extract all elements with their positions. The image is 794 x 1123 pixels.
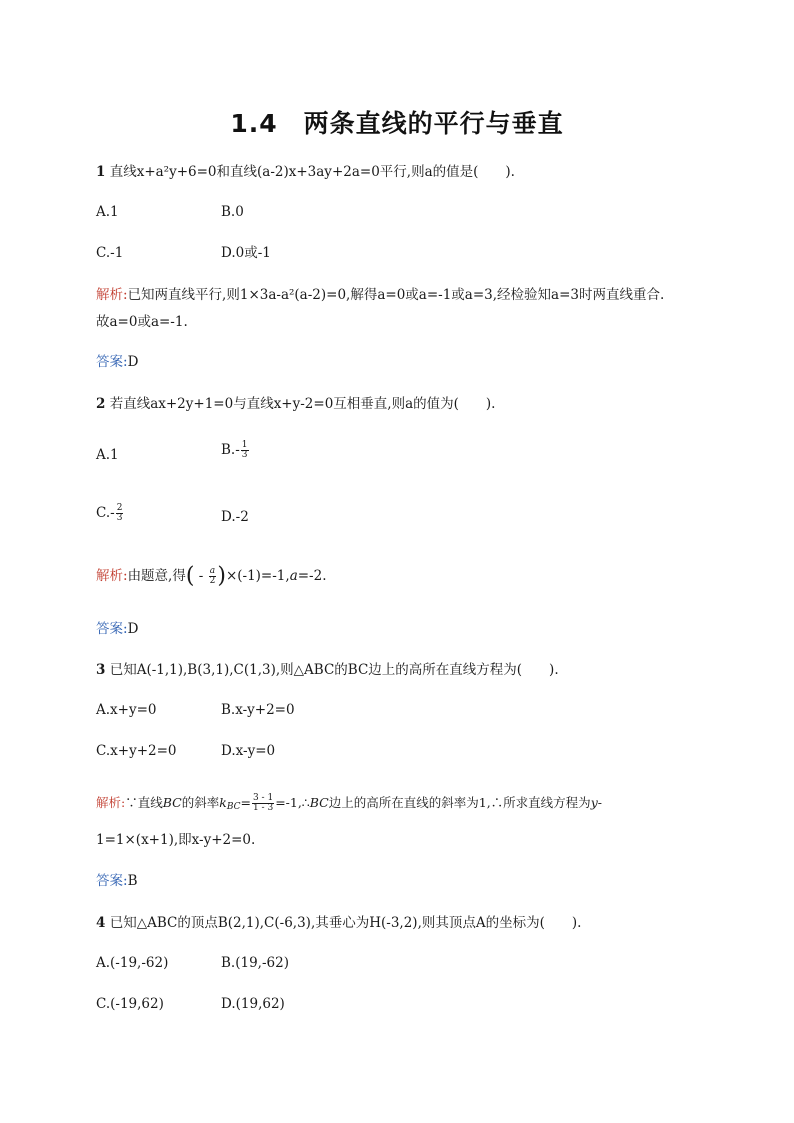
q1-answer	[96, 352, 138, 372]
q4-number: 4	[96, 915, 106, 931]
q1-answer-label: 答案:	[96, 354, 128, 370]
q1-option-c: C.-1	[96, 245, 124, 261]
q2-answer	[96, 619, 138, 639]
q4-stem	[96, 913, 581, 933]
q1-stem	[96, 162, 515, 182]
q3-analysis: 解析:∵直线BC的斜率$k_{BC}=$ $\frac{3 - 1}{1 - 3}$ =-1,∴BC边上的高所在直线的斜率为1,∴所求直线方程为y-	[96, 793, 602, 813]
q2-analysis-label: 解析:	[96, 568, 128, 584]
q3-stem-text: 已知A(-1,1),B(3,1),C(1,3),则△ABC的BC边上的高所在直线方程为( ).	[109, 662, 559, 678]
q2-option-d: D.-2	[221, 509, 249, 525]
q2-stem	[96, 394, 495, 414]
q3-answer-value: B	[127, 873, 138, 889]
q4-stem-text: 已知△ABC的顶点B(2,1),C(-6,3),其垂心为H(-3,2),则其顶点A的坐标为( ).	[109, 915, 582, 931]
q1-analysis-label: 解析:	[96, 287, 128, 303]
q2-analysis: 解析:由题意,得( - $\frac{a}{2}$ )×(-1)=-1,a=-2.	[96, 563, 327, 589]
q3-option-d: D.x-y=0	[221, 743, 276, 759]
q4-option-d: D.(19,62)	[221, 996, 285, 1012]
q2-answer-value: D	[127, 621, 139, 637]
page-title: 1.4 两条直线的平行与垂直	[230, 109, 564, 138]
q2-option-b: B.- $\frac{1}{3}$	[221, 440, 248, 460]
q4-option-b: B.(19,-62)	[221, 955, 289, 971]
q1-analysis-cont: 故a=0或a=-1.	[96, 314, 188, 330]
q3-option-c: C.x+y+2=0	[96, 743, 177, 759]
q3-stem	[96, 660, 559, 680]
q2-number: 2	[96, 396, 106, 412]
q1-option-a: A.1	[96, 204, 119, 220]
q2-stem-text: 若直线ax+2y+1=0与直线x+y-2=0互相垂直,则a的值为( ).	[109, 396, 496, 412]
q3-analysis-cont: 1=1×(x+1),即x-y+2=0.	[96, 832, 256, 848]
q2-option-c: C.- $\frac{2}{3}$	[96, 503, 123, 523]
q3-analysis-label: 解析:	[96, 795, 126, 810]
q1-answer-value: D	[127, 354, 139, 370]
q3-option-a: A.x+y=0	[96, 702, 157, 718]
q2-option-a: A.1	[96, 447, 119, 463]
q3-answer	[96, 871, 137, 891]
q3-answer-label: 答案:	[96, 873, 128, 889]
q2-answer-label: 答案:	[96, 621, 128, 637]
q3-number: 3	[96, 662, 106, 678]
q4-option-c: C.(-19,62)	[96, 996, 164, 1012]
q1-option-d: D.0或-1	[221, 245, 271, 261]
q1-stem-text: 直线x+a²y+6=0和直线(a-2)x+3ay+2a=0平行,则a的值是( ).	[109, 164, 515, 180]
q1-analysis	[96, 285, 664, 305]
q1-option-b: B.0	[221, 204, 244, 220]
q1-number: 1	[96, 164, 106, 180]
q3-option-b: B.x-y+2=0	[221, 702, 295, 718]
q4-option-a: A.(-19,-62)	[96, 955, 169, 971]
q1-analysis-line1: 已知两直线平行,则1×3a-a²(a-2)=0,解得a=0或a=-1或a=3,经检验知a=3时两直线重合.	[127, 287, 665, 303]
